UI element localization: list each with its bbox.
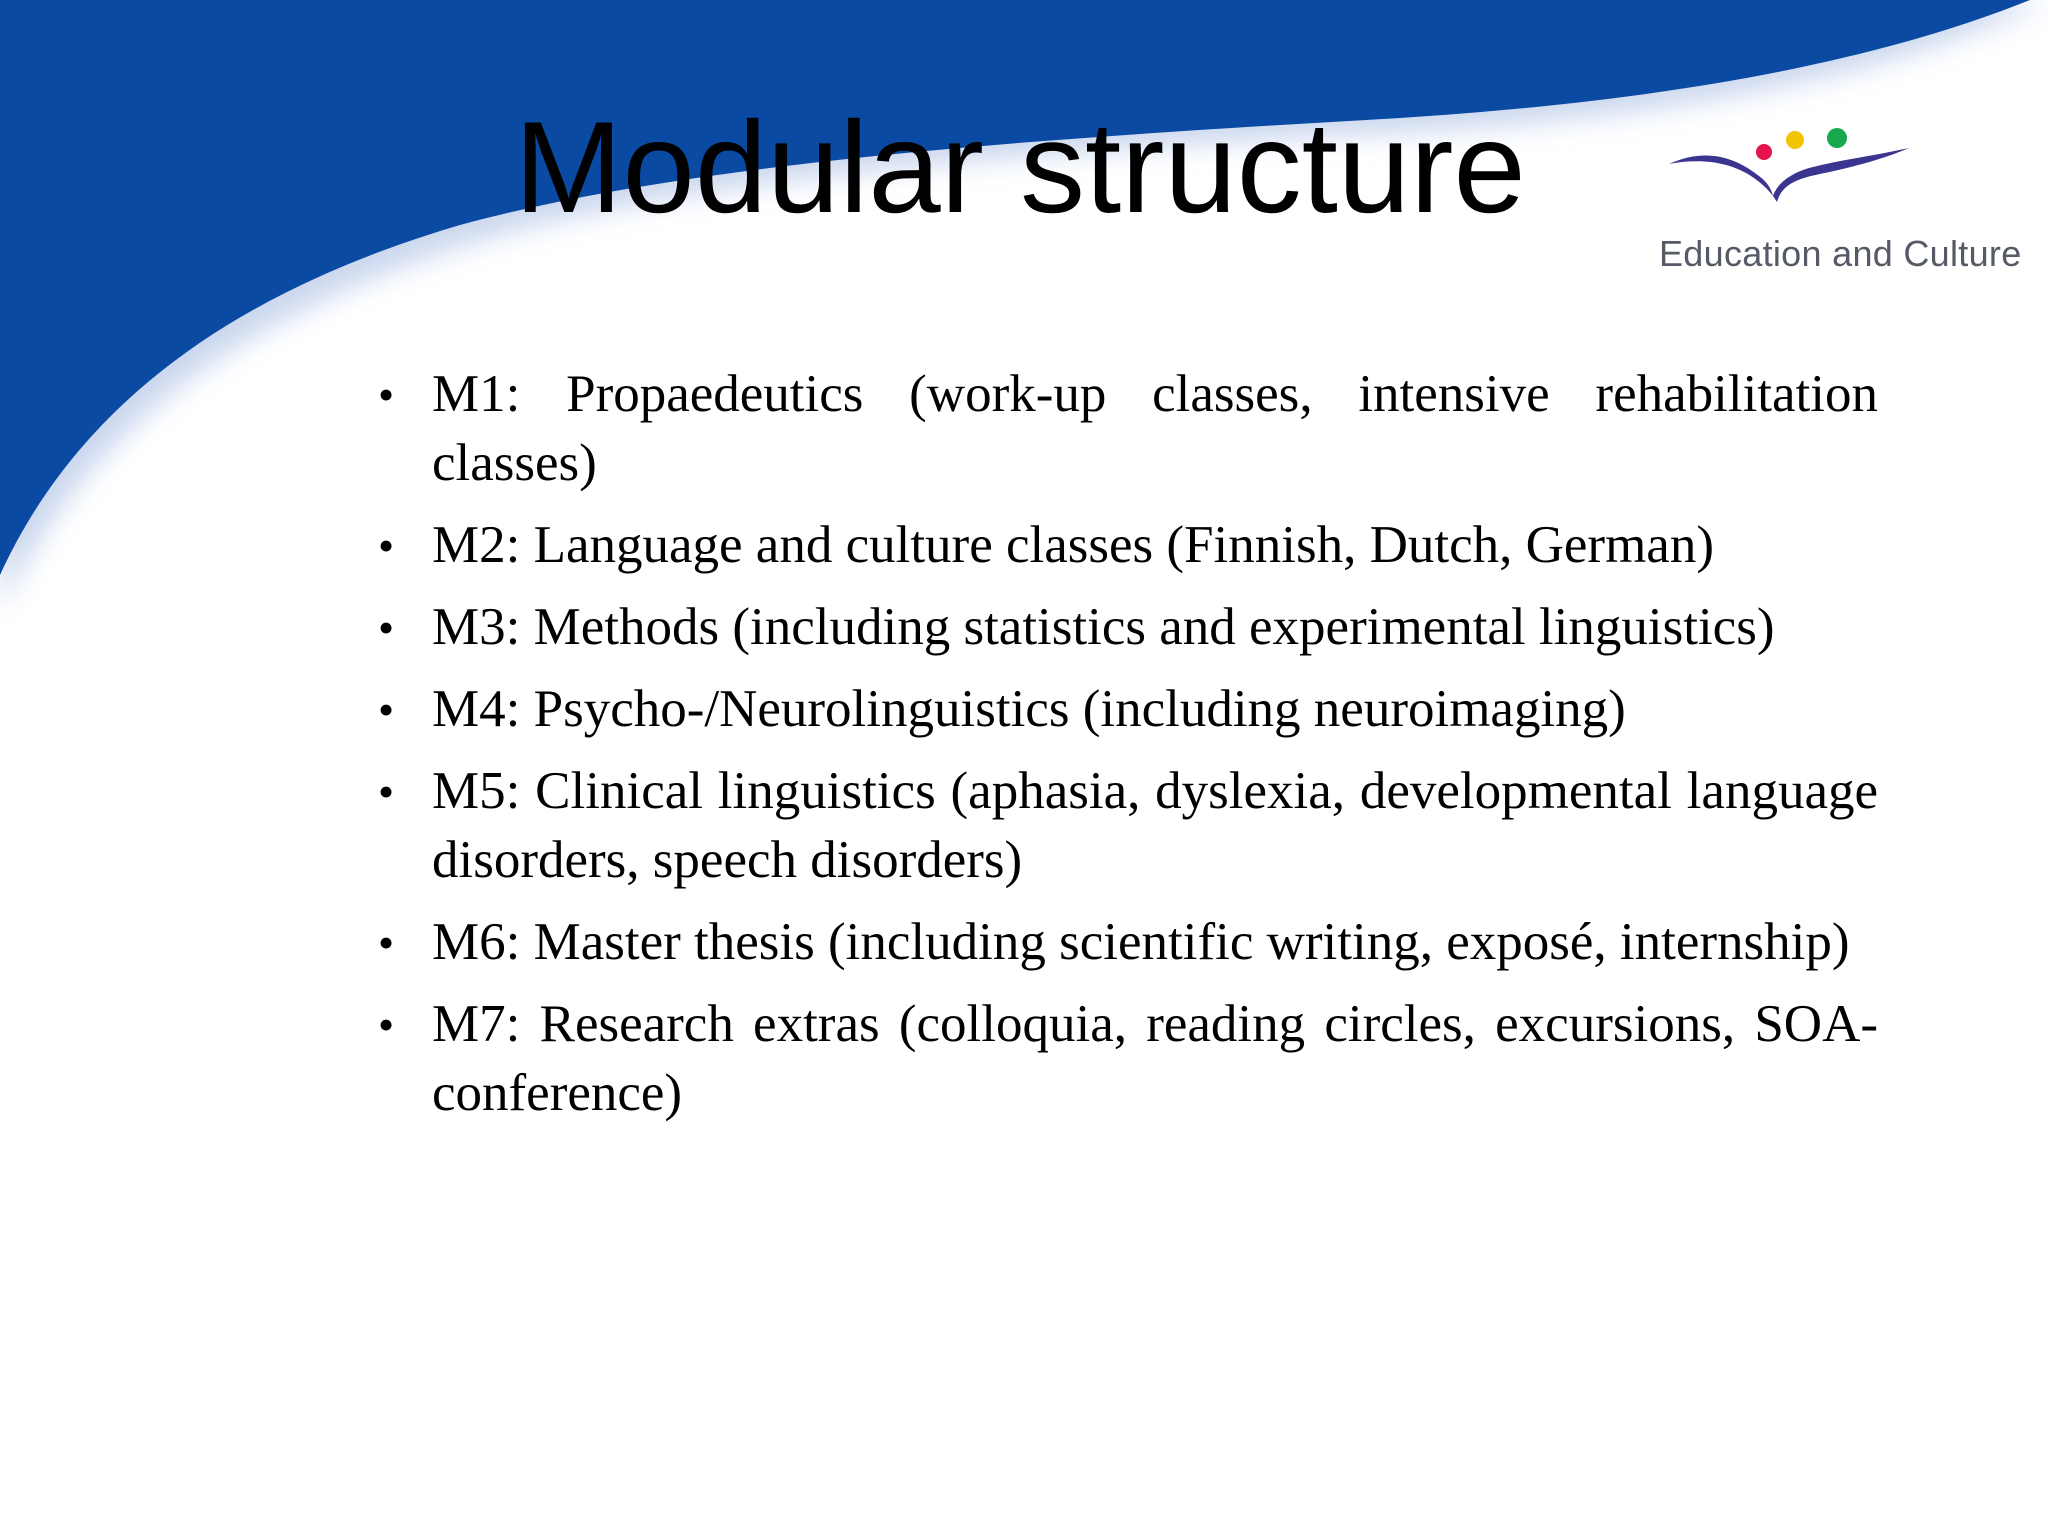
- module-item-m1: [378, 360, 1878, 498]
- bullet-dot-icon: •: [378, 520, 395, 571]
- bullet-dot-icon: •: [378, 766, 395, 817]
- logo-swoosh-icon: [1659, 118, 1909, 218]
- module-text: M3: Methods (including statistics and experimental linguistics): [432, 598, 1775, 656]
- module-item-m2: [378, 511, 1878, 580]
- bullet-dot-icon: •: [378, 369, 395, 420]
- education-and-culture-logo: [1655, 118, 2022, 298]
- module-text: M1: Propaedeutics (work-up classes, intensive rehabilitation classes): [432, 365, 1878, 492]
- bullet-dot-icon: •: [378, 999, 395, 1050]
- logo-green-dot-icon: [1827, 128, 1847, 148]
- module-text: M4: Psycho-/Neurolinguistics (including neuroimaging): [432, 680, 1626, 738]
- bullet-dot-icon: •: [378, 684, 395, 735]
- logo-yellow-dot-icon: [1786, 131, 1804, 149]
- module-item-m7: [378, 990, 1878, 1128]
- module-text: M6: Master thesis (including scientific writing, exposé, internship): [432, 913, 1850, 971]
- module-list: [378, 360, 1878, 1141]
- bullet-dot-icon: •: [378, 917, 395, 968]
- module-text: M5: Clinical linguistics (aphasia, dyslexia, developmental language disorders, speech disorders): [432, 762, 1878, 889]
- module-item-m4: [378, 675, 1878, 744]
- logo-text: Education and Culture: [1659, 233, 2022, 274]
- module-item-m3: [378, 593, 1878, 662]
- slide-title-text: Modular structure: [514, 94, 1526, 240]
- module-item-m6: [378, 908, 1878, 977]
- module-text: M2: Language and culture classes (Finnish, Dutch, German): [432, 516, 1714, 574]
- logo-red-dot-icon: [1756, 144, 1772, 160]
- module-text: M7: Research extras (colloquia, reading circles, excursions, SOA-conference): [432, 995, 1878, 1122]
- module-item-m5: [378, 757, 1878, 895]
- bullet-dot-icon: •: [378, 602, 395, 653]
